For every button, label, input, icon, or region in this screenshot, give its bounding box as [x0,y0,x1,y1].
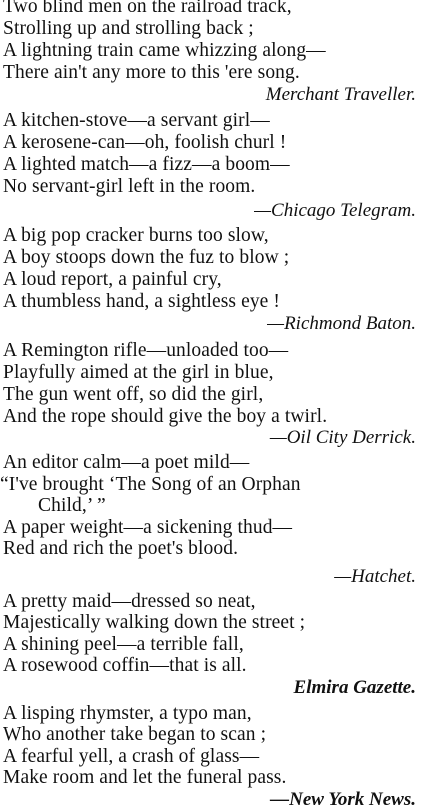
poem-line: A shining peel—a terrible fall, [3,634,244,655]
poem-line: And the rope should give the boy a twirl. [3,406,328,427]
poem-line: Two blind men on the railroad track, [3,0,292,17]
poem-line: Who another take began to scan ; [3,724,267,745]
poem-line: There ain't any more to this 'ere song. [3,62,300,83]
attribution: —Richmond Baton. [267,313,416,334]
attribution: —Oil City Derrick. [269,427,416,448]
poem-line: A boy stoops down the fuz to blow ; [3,247,290,268]
attribution: Merchant Traveller. [265,84,416,105]
poem-line: A pretty maid—dressed so neat, [3,591,256,612]
poem-line: Strolling up and strolling back ; [3,18,254,39]
poem-line: A fearful yell, a crash of glass— [3,746,260,767]
attribution: —New York News. [270,789,416,809]
poem-line: Majestically walking down the street ; [3,612,306,633]
attribution: —Chicago Telegram. [254,200,416,221]
attribution: —Hatchet. [334,566,416,587]
poem-line: A rosewood coffin—that is all. [3,655,247,676]
poem-line: A thumbless hand, a sightless eye ! [3,291,281,312]
poem-line: An editor calm—a poet mild— [3,452,250,473]
poem-line: A kitchen-stove—a servant girl— [3,110,270,131]
poem-line: The gun went off, so did the girl, [3,384,264,405]
poem-line: A lisping rhymster, a typo man, [3,703,252,724]
poem-line: “I've brought ‘The Song of an Orphan [0,474,301,495]
poem-line: A loud report, a painful cry, [3,269,222,290]
poem-line: Make room and let the funeral pass. [3,767,287,788]
poem-line: No servant-girl left in the room. [3,176,256,197]
poem-line: Playfully aimed at the girl in blue, [3,362,274,383]
poem-line: Red and rich the poet's blood. [3,538,239,559]
poem-line: A big pop cracker burns too slow, [3,225,269,246]
poem-line: Child,’ ” [38,495,106,516]
poem-line: A kerosene-can—oh, foolish churl ! [3,132,287,153]
poem-line: A lightning train came whizzing along— [3,40,326,61]
attribution: Elmira Gazette. [293,677,416,698]
poem-line: A Remington rifle—unloaded too— [3,340,289,361]
poem-line: A paper weight—a sickening thud— [3,517,293,538]
poem-line: A lighted match—a fizz—a boom— [3,154,290,175]
